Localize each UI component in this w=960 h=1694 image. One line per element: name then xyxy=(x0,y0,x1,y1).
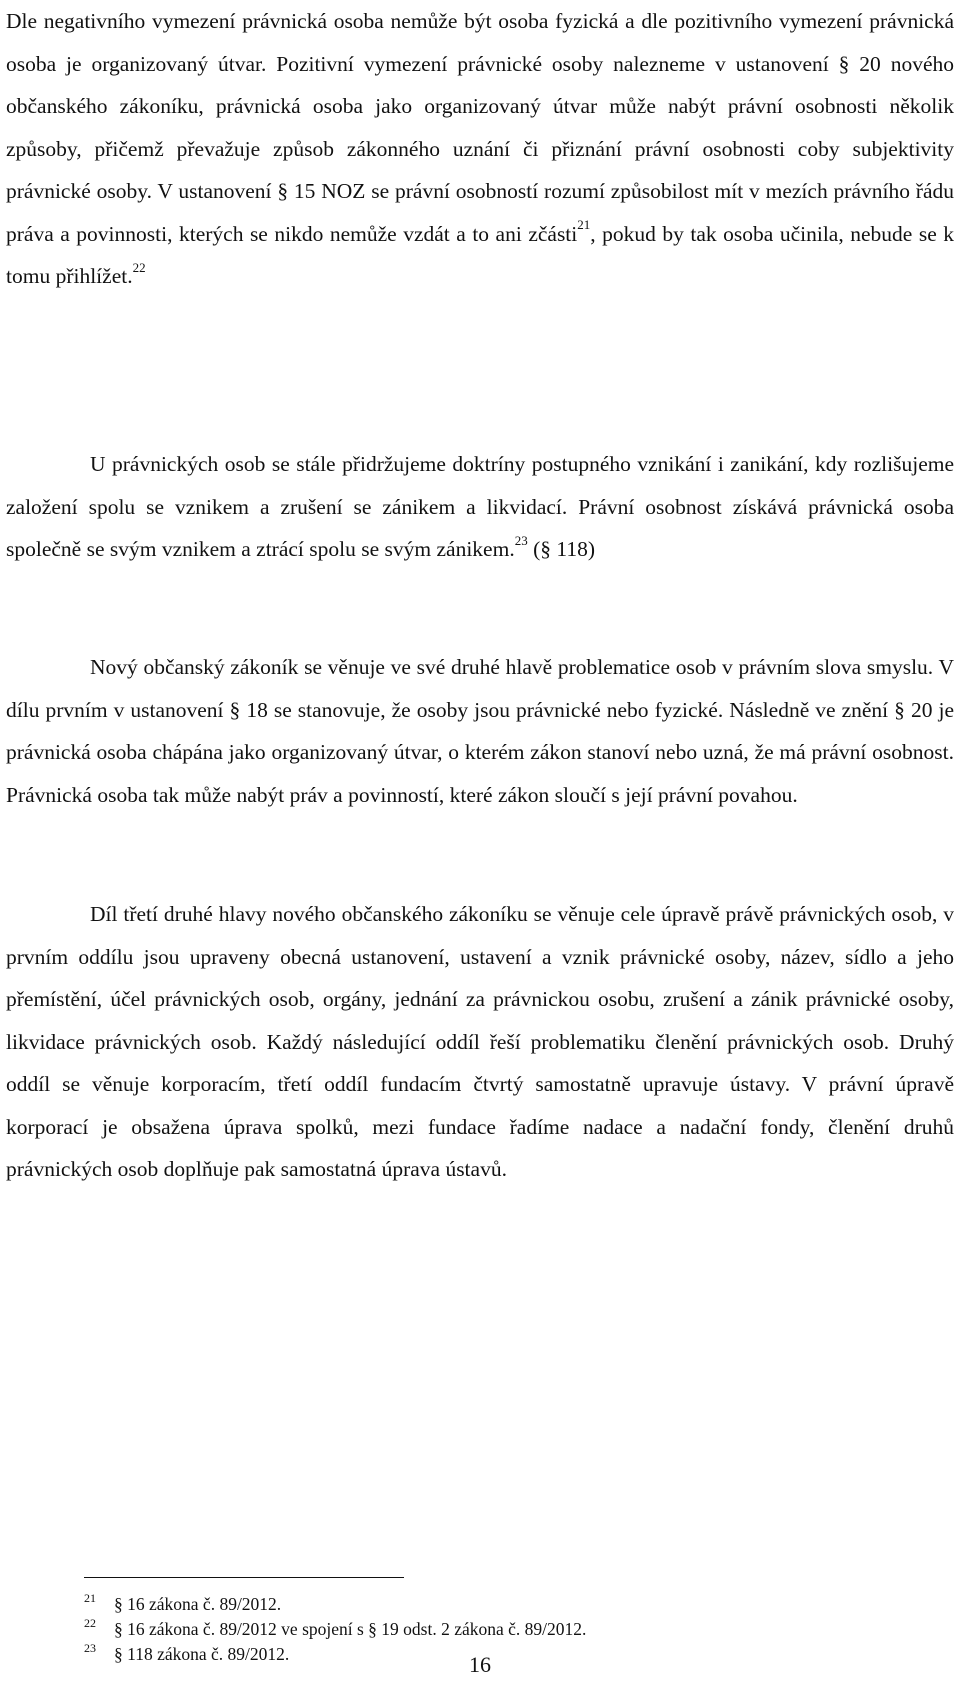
footnote-ref[interactable]: 21 xyxy=(577,217,591,233)
footnote-separator xyxy=(84,1577,404,1578)
paragraph-text: (§ 118) xyxy=(527,537,595,561)
footnote-ref[interactable]: 23 xyxy=(514,532,528,548)
paragraph-civil-code-persons: Nový občanský zákoník se věnuje ve své druhé hlavě problematice osob v právním slova smyslu. V dílu prvním v ustanovení § 18 se stanovuje, že osoby jsou právnické nebo fyzické. Následně ve znění § 20 je právnická osoba chápána jako organizovaný útvar, o kterém zákon stanoví nebo uzná, že má právní osobnost. Právnická osoba tak může nabýt práv a povinností, které zákon sloučí s její právní povahou. xyxy=(6,655,954,807)
footnote-ref[interactable]: 22 xyxy=(132,259,146,275)
paragraph-legal-personality xyxy=(6,443,954,571)
paragraph-legal-entity-definition xyxy=(6,0,954,298)
footnote-21 xyxy=(84,1592,944,1617)
footnote-number: 23 xyxy=(84,1641,96,1655)
footnote-number: 22 xyxy=(84,1616,96,1630)
footnote-number: 21 xyxy=(84,1591,96,1605)
page-number: 16 xyxy=(469,1652,491,1677)
footnote-text: § 16 zákona č. 89/2012. xyxy=(114,1594,282,1614)
paragraph-civil-code-part-three: Díl třetí druhé hlavy nového občanského zákoníku se věnuje cele úpravě právě právnických osob, v prvním oddílu jsou upraveny obecná ustanovení, ustavení a vznik právnické osoby, název, sídlo a jeho přemístění, účel právnických osob, orgány, jednání za právnickou osobu, zrušení a zánik právnické osoby, likvidace právnických osob. Každý následující oddíl řeší problematiku členění právnických osob. Druhý oddíl se věnuje korporacím, třetí oddíl fundacím čtvrtý samostatně upravuje ústavy. V právní úpravě korporací je obsažena úprava spolků, mezi fundace řadíme nadace a nadační fondy, členění druhů právnických osob doplňuje pak samostatná úprava ústavů. xyxy=(6,902,954,1181)
paragraph-text: U právnických osob se stále přidržujeme doktríny postupného vznikání i zanikání, kdy rozlišujeme založení spolu se vznikem a zrušení se zánikem a likvidací. Právní osobnost získává právnická osoba společně se svým vznikem a ztrácí spolu se svým zánikem. xyxy=(6,452,954,561)
footnote-text: § 16 zákona č. 89/2012 ve spojení s § 19 odst. 2 zákona č. 89/2012. xyxy=(114,1619,587,1639)
paragraph-text: Dle negativního vymezení právnická osoba nemůže být osoba fyzická a dle pozitivního vymezení právnická osoba je organizovaný útvar. Pozitivní vymezení právnické osoby nalezneme v ustanovení § 20 nového občanského zákoníku, právnická osoba jako organizovaný útvar může nabýt právní osobnosti několik způsoby, přičemž převažuje způsob zákonného uznání či přiznání právní osobnosti coby subjektivity právnické osoby. V ustanovení § 15 NOZ se právní osobností rozumí způsobilost mít v mezích právního řádu práva a povinnosti, kterých se nikdo nemůže vzdát a to ani zčásti xyxy=(6,9,954,246)
footnote-text: § 118 zákona č. 89/2012. xyxy=(114,1644,290,1664)
footnote-22 xyxy=(84,1617,944,1642)
paragraph-text: , pokud by tak osoba učinila, nebude se k tomu přihlížet. xyxy=(6,221,954,288)
